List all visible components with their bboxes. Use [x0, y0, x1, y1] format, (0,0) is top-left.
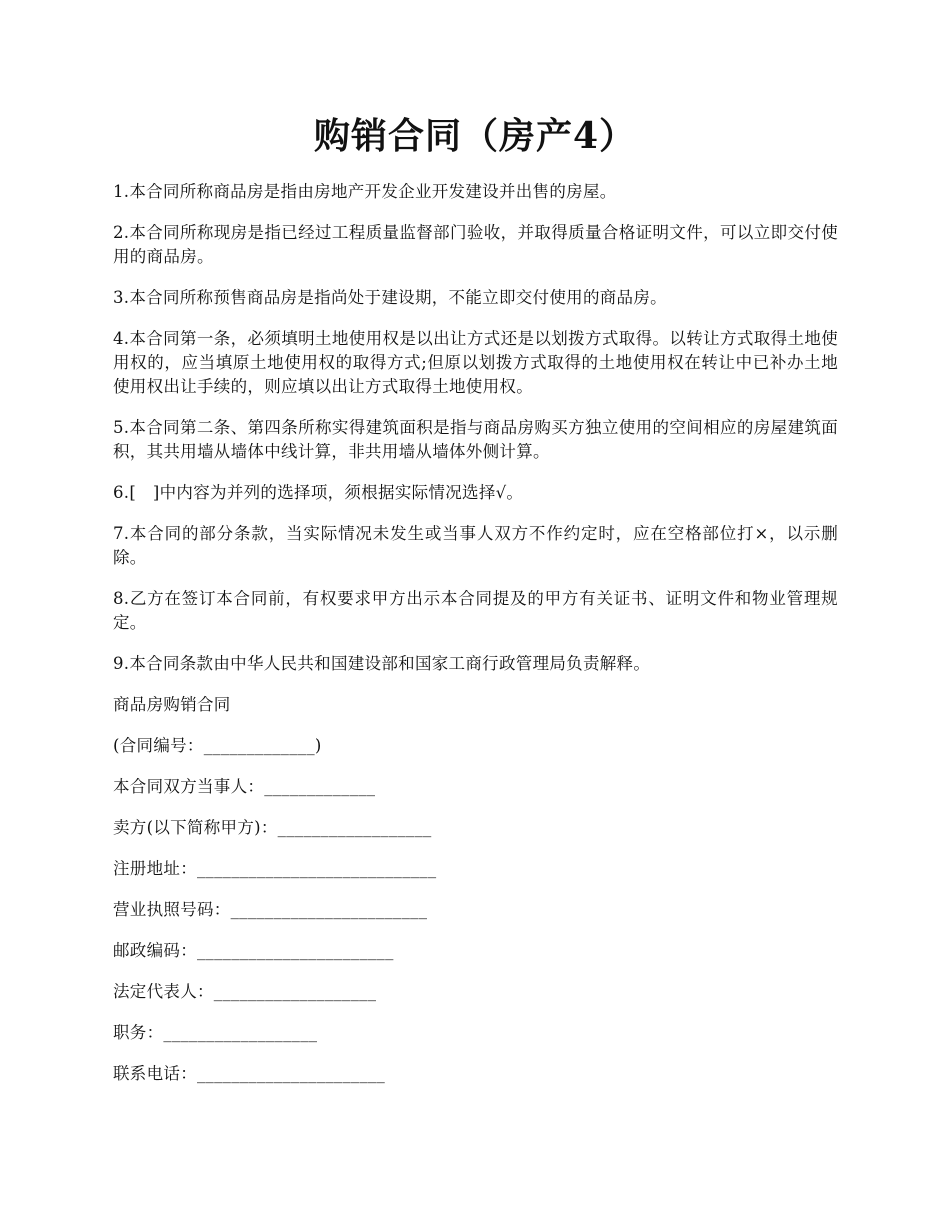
- position-field: 职务：__________________: [113, 1023, 318, 1042]
- note-paragraph-4: 4.本合同第一条，必须填明土地使用权是以出让方式还是以划拨方式取得。以转让方式取得土地使用权的，应当填原土地使用权的取得方式;但原以划拨方式取得的土地使用权在转让中已补办土地使用权出让手续的，则应填以出让方式取得土地使用权。: [113, 329, 838, 396]
- seller-field: 卖方(以下简称甲方)：__________________: [113, 818, 432, 837]
- document-title: 购销合同（房产4）: [313, 115, 637, 157]
- registered-address-field: 注册地址：____________________________: [113, 859, 437, 878]
- note-paragraph-7: 7.本合同的部分条款，当实际情况未发生或当事人双方不作约定时，应在空格部位打×，以示删除。: [113, 524, 838, 567]
- parties-field: 本合同双方当事人：_____________: [113, 777, 376, 796]
- note-paragraph-9: 9.本合同条款由中华人民共和国建设部和国家工商行政管理局负责解释。: [113, 654, 651, 673]
- note-paragraph-3: 3.本合同所称预售商品房是指尚处于建设期，不能立即交付使用的商品房。: [113, 288, 667, 307]
- note-paragraph-2: 2.本合同所称现房是指已经过工程质量监督部门验收，并取得质量合格证明文件，可以立即交付使用的商品房。: [113, 223, 838, 266]
- note-paragraph-6: 6.[ ]中内容为并列的选择项，须根据实际情况选择√。: [113, 483, 524, 502]
- note-paragraph-8: 8.乙方在签订本合同前，有权要求甲方出示本合同提及的甲方有关证书、证明文件和物业管理规定。: [113, 589, 838, 632]
- contract-number-field: (合同编号：_____________): [113, 736, 322, 755]
- note-paragraph-5: 5.本合同第二条、第四条所称实得建筑面积是指与商品房购买方独立使用的空间相应的房屋建筑面积，其共用墙从墙体中线计算，非共用墙从墙体外侧计算。: [113, 418, 838, 461]
- legal-representative-field: 法定代表人：___________________: [113, 982, 377, 1001]
- business-license-field: 营业执照号码：_______________________: [113, 900, 428, 919]
- note-paragraph-1: 1.本合同所称商品房是指由房地产开发企业开发建设并出售的房屋。: [113, 182, 617, 201]
- document-body: [113, 180, 838, 1103]
- phone-field: 联系电话：______________________: [113, 1064, 386, 1083]
- postcode-field: 邮政编码：_______________________: [113, 941, 394, 960]
- contract-heading: 商品房购销合同: [113, 695, 231, 714]
